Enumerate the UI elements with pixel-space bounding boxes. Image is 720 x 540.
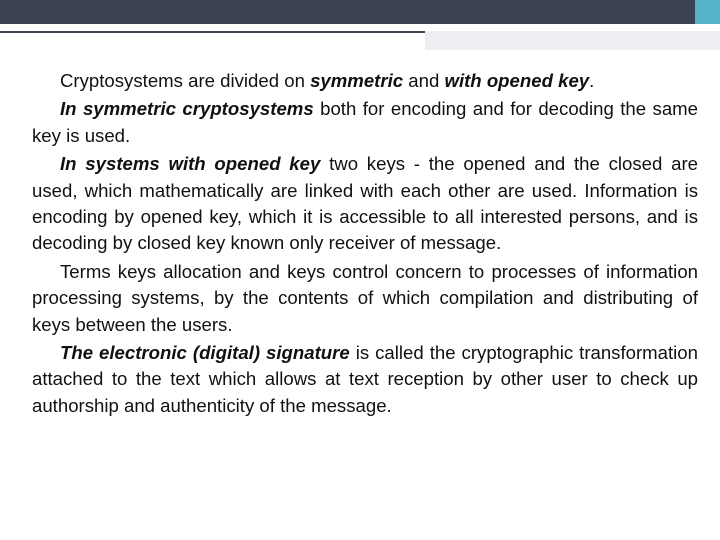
slide-body <box>32 68 698 421</box>
term-symmetric-cryptosystems: In symmetric cryptosystems <box>60 98 314 120</box>
text-run: is called the cryptographic transformation attached to the text which allows at text reception by other user to check up authorship and authenticity of the message. <box>32 342 698 416</box>
term-symmetric: symmetric <box>310 70 404 91</box>
text-run: . <box>589 70 595 91</box>
text-run: Terms keys allocation and keys control concern to processes of information processing systems, by the contents of which compilation and distributing of keys between the users. <box>32 260 698 335</box>
term-systems-opened-key: In systems with opened key <box>60 153 321 175</box>
divider-band <box>425 31 720 50</box>
divider-line <box>0 31 425 33</box>
paragraph-opened-key <box>32 151 698 257</box>
paragraph-symmetric <box>32 96 698 149</box>
header-band <box>0 0 720 24</box>
paragraph-signature <box>32 340 698 419</box>
header-accent <box>695 0 720 24</box>
term-digital-signature: The electronic (digital) signature <box>60 342 350 364</box>
text-run: two keys - the opened and the closed are used, which mathematically are linked with each other are used. Information is encoding by opened key, which it is accessible to all interested persons, and is decoding by closed key known only receiver of message. <box>32 153 698 254</box>
term-opened-key: with opened key <box>444 70 590 91</box>
paragraph-types <box>32 68 698 94</box>
text-run: both for encoding and for decoding the same key is used. <box>32 98 698 146</box>
text-run: and <box>403 70 445 91</box>
text-run: Cryptosystems are divided on <box>60 70 311 91</box>
paragraph-keys-allocation <box>32 259 698 338</box>
